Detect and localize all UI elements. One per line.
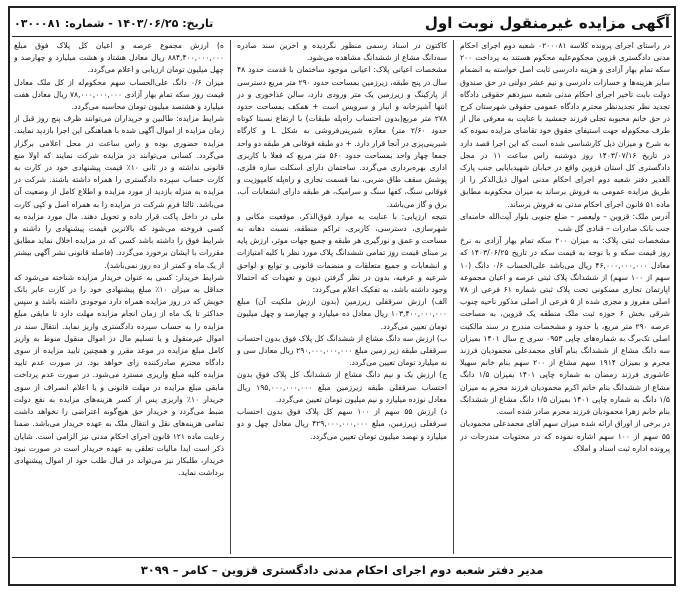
notice-date-number: تاریخ: ۱۴۰۳/۰۶/۲۵ - شماره: ۰۳۰۰۰۸۱: [14, 16, 214, 30]
notice-footer: [12, 557, 672, 582]
paragraph: الف) ارزش سرقفلی زیرزمین (بدون ارزش ملکیت آن) مبلغ ۱۰۳,۴۰۰,۰۰۰,۰۰۰ ریال معادل ده میلیارد و چهارصد و چهل میلیون تومان تعیین می‌گردد.: [237, 297, 447, 331]
notice-title: آگهی مزایده غیرمنقول نوبت اول: [424, 14, 670, 32]
notice-header: [14, 10, 670, 36]
paragraph: کاکتون در اسناد رسمی منظور نگردیده و اخرین سند صادره سه‌دانگ مشاع از ششدانگ مشاهده می‌شود.: [237, 41, 447, 63]
paragraph: در راستای اجرای پرونده کلاسه ۰۲۰۰۰۸۱ شعبه دوم اجرای احکام مدنی دادگستری قزوین محکوم‌علیه محکوم هستند به پرداخت ۲۰۰ سکه تمام بهار آزادی و هزینه دادرسی ثابت اصل خواسته به انضمام سایر هزینه‌ها و خسارات دادرسی و نیم عشر دولتی در حق صندوق دولت بابت تاخیر اجرای احکام مدنی شعبه سیزدهم حقوقی دادگاه تجدید نظر تجدیدنظر محترم دادگاه عمومی حقوقی شهرستان کرج در حق خانم محبوبه تجلی فرزند جمشید با عنایت به معرفی مال از طرف محکوم‌له جهت استیفای حقوق خود تقاضای مزایده نموده که به شرح و میزان ذیل کارشناسی شده است که این اجرا قصد دارد در تاریخ ۱۴۰۳/۰۷/۱۶ روز دوشنبه راس ساعت ۱۱ در محل دادگستری کل استان قزوین واقع در خیابان شهیدبابایی جنب پارک الغدیر دفتر شعبه دوم اجرای احکام مدنی اموال ذیل‌الذکر را از طریق مزایده عمومی به فروش برساند به میزان محکوم‌به مطابق ماده ۵۱ قانون اجرای احکام مدنی به فروش برساند.: [460, 41, 670, 209]
paragraph: در برخی از اوراق ارائه شده میزان سهم آقای محمدعلی محمودیان ۵۵ سهم از ۱۰۰ سهم اشاره نموده که در محتویات مندرجات در پرونده اداره ثبت اسناد و املاک: [460, 419, 670, 453]
paragraph: شرایط مزایده: طالبین و خریداران می‌توانند ظرف پنج روز قبل از زمان مزایده از اموال آگهی شده با هماهنگی این اجرا بازدید نمایند. مزایده حضوری بوده و راس ساعت در محل اعلامی برگزار می‌گردد. کسانی می‌توانند در مزایده شرکت نمایند که اولا منع قانونی نداشته و در ثانی ۱۰٪ قیمت پیشنهادی خود در کارت به کارت حساب سپرده دادگستری را همراه داشته باشند. شرکت در مزایده به منزله بازدید از مورد مزایده و اطلاع کامل از وضعیت آن می‌باشد. ثالثا فرم شرکت در مزایده را به همراه اصل و کپی کارت ملی در داخل پاکت قرار داده و تحویل دهند. مال مورد مزایده به کسی فروخته می‌شود که بالاترین قیمت پیشنهادی را داشته و شرایط فوق را داشته باشد کسی که در مزایده اخلال نماید مطابق مقررات با ایشان برخورد می‌گردد. (فاصله قانونی نشر آگهی بیشتر از یک ماه و کمتر از ده روز نمی‌باشد).: [14, 114, 224, 270]
notice-body: [14, 40, 670, 554]
paragraph: مشخصات اعیانی پلاک: اعیانی موجود ساختمان با قدمت حدود ۴۸ سال در پنج طبقه، زیرزمین بمساحت حدود ۲۹۰ متر مربع دسترسی از پارکینگ و زیرزمین یک متر ورودی دارد، سالن غذاخوری و در انتها آشپزخانه و انبار و سرویس است + همکف بمساحت حدود ۲۷۸ متر مربع(بدون احتساب راه‌پله طبقات) با ارتفاع نسبتا کوتاه حدود ۲/۶۰ متر) مغازه شیرینی‌فروشی به شکل L و کارگاه شیرینی‌پزی در آنجا قرار دارد. + دو طبقه فوقانی هر طبقه دو واحد جمعا چهار واحد بمساحت حدود ۵۶۰ متر مربع که فعلا با کاربری اداری بهره‌برداری می‌گردد. ساختمان دارای اسکلت سازه فلزی، پوشش سقف طاق ضربی، نما قسمت تجاری و راه‌پله کامپوزیت و فوقانی سنگ، کفها سنگ و سرامیک، هر طبقه دارای انشعابات آب، برق و گاز می‌باشد.: [237, 65, 447, 209]
header-divider: [12, 36, 672, 37]
notice-frame: [8, 6, 676, 586]
column-divider: [230, 40, 231, 554]
paragraph: شرایط خریدار: کسی به عنوان خریدار مزایده شناخته می‌شود که حداقل به میزان ۱۰٪ مبلغ پیشنهادی خود را در کارت عابر بانک خویش که در روز مزایده همراه دارد موجودی داشته باشد و سپس حداکثر تا یک ماه از زمان انجام مزایده مهلت دارد تا مابقی مبلغ مزایده را به حساب سپرده دادگستری واریز نماید. انتقال سند در اموال غیرمنقول و یا تسلیم مال در اموال منقول منوط به واریز کامل مبلغ مزایده در موعد مقرر و همچنین تایید مزایده از سوی دادگاه محترم صادرکننده رای خواهد بود. در صورت عدم تایید مزایده کلیه مبلغ واریزی مسترد می‌شود. در صورت عدم پرداخت مابقی مبلغ مزایده در مهلت قانونی و یا اعلام انصراف از سوی خریدار ۱۰٪ واریزی پس از کسر هزینه‌های مزایده به نفع دولت ضبط می‌گردد و خریدار حق هیچ‌گونه اعتراضی را نخواهد داشت تمامی هزینه‌های نقل و انتقال ملک به عهده خریدار می‌باشد. ضمنا رعایت ماده ۱۲۱ قانون اجرای احکام مدنی نیز الزامی است. شایان ذکر است ایدا مالیات تعلقی به عهده خریدار است در صورت نبود خریدار، طلبکار نیز می‌تواند در قبال طلب خود از اموال پیشنهادی برداشت نماید.: [14, 272, 224, 478]
paragraph: ه) ارزش مجموع عرصه و اعیان کل پلاک فوق مبلغ ۸۸۴,۴۰۰,۰۰۰,۰۰۰ ریال معادل هشتاد و هشت میلیارد و چهارصد و چهل میلیون تومان ارزیابی و اعلام می‌گردد.: [14, 41, 224, 75]
paragraph: آدرس ملک: قزوین – ولیعصر – ضلع جنوبی بلوار آیت‌الله خامنه‌ای جنب بانک صادرات – قنادی گل شب: [460, 211, 670, 234]
column-right: [460, 40, 670, 554]
paragraph: ج) ارزش یک و نیم دانگ مشاع از ششدانگ کل پلاک فوق بدون احتساب سرقفلی طبقه زیرزمین مبلغ ۱۹۵,۰۰۰,۰۰۰,۰۰۰ ریال معادل نوزده میلیارد و نیم میلیون تومان تعیین می‌گردد.: [237, 370, 447, 404]
paragraph: ب) ارزش سه دانگ مشاع از ششدانگ کل پلاک فوق بدون احتساب سرقفلی طبقه زیر زمین مبلغ ۲۹۰,۰۰۰,۰۰۰,۰۰۰ ریال معادل سی و نه میلیارد تومان تعیین می‌گردد.: [237, 333, 447, 368]
footer-signature: مدیر دفتر شعبه دوم اجرای احکام مدنی دادگستری قزوین – کامر – ۳۰۹۹: [140, 563, 544, 577]
column-left: [14, 40, 224, 554]
paragraph: نتیجه ارزیابی: با عنایت به موارد فوق‌الذکر، موقعیت مکانی و شهرسازی، دسترسی، کاربری، تراکم منطقه، نسبت دهانه به مساحت و عمق و نورگیری هر طبقه و جمیع جهات موثر، ارزش پایه بر مبنای قیمت روز تمامی ششدانگ پلاک مورد نظر با کلیه امتیازات و انشعابات و جمیع متعلقات و منضمات قانونی و توابع و لواحق شرعیه و عرفیه، بدون در نظر گرفتن دیون و تعهدات که احتمالا وجود داشته باشد، به تفکیک اعلام می‌گردد:: [237, 211, 447, 295]
paragraph: میزان ۰/۶ دانگ علی‌الحساب سهم محکوم‌له از کل ملک معادل قیمت روز سکه تمام بهار آزادی ۷۸,۰۰۰,۰۰۰,۰۰۰ ریال معادل هفت میلیارد و هشتصد میلیون تومان محاسبه می‌گردد.: [14, 77, 224, 112]
paragraph: د) ارزش ۵۵ سهم از ۱۰۰ سهم کل پلاک فوق بدون احتساب سرقفلی زیرزمین، مبلغ ۴۲۹,۰۰۰,۰۰۰,۰۰۰ ریال معادل چهل و دو میلیارد و نهصد میلیون تومان تعیین می‌گردد.: [237, 407, 447, 441]
column-divider: [453, 40, 454, 554]
paragraph: مشخصات ثبتی پلاک: به میزان ۲۰۰ سکه تمام بهار آزادی به نرخ روز قیمت سکه و با توجه به قیمت سکه در تاریخ ۱۴۰۳/۰۶/۲۵ که معادل ۴۶,۰۰۰,۰۰۰,۰۰۰ ریال می‌باشد علی‌الحساب ۰/۶ دانگ (۱۰ سهم از ۱۰۰ سهم) از ششدانگ پلاک ثبتی عرصه و اعیان مجموعه اپارتمان تجاری مسکونی تحت پلاک ثبتی شماره ۶۱ فرعی از ۷۸ اصلی مفروز و مجزی شده از ۵ فرعی از اصلی مذکور ناحیه چنوب شرقی بخش ۶ حوزه ثبت ملک منطقه یک قزوین، به مساحت عرصه ۲۹۰ متر مربع، با حدود و مشخصات مندرج در سند مالکیت اصلی تک‌برگ به شماره‌های چاپی ۰۹۵۳ سری ج سال ۱۴۰۱ بمیزان سه دانگ مشاع از ششدانگ بنام آقای محمدعلی محمودیان فرزند محرم و بمیزان ۱۹۱۴ سهم مشاع از ۲۰۰ سهم بنام خانم سهیلا عاشوری فرزند رمضان به شماره چاپی ۱۴۰۱ بمیزان ۱/۵ دانگ مشاع از ششدانگ بنام خانم اکرم محمودیان فرزند محرم به میزان ۱/۵ دانگ به شماره چاپی ۱۴۰۱ بمیزان ۱/۵ دانگ مشاع از ششدانگ بنام خانم زهرا محمودیان فرزند محرم صادر شده است.: [460, 236, 670, 417]
column-middle: [237, 40, 447, 554]
